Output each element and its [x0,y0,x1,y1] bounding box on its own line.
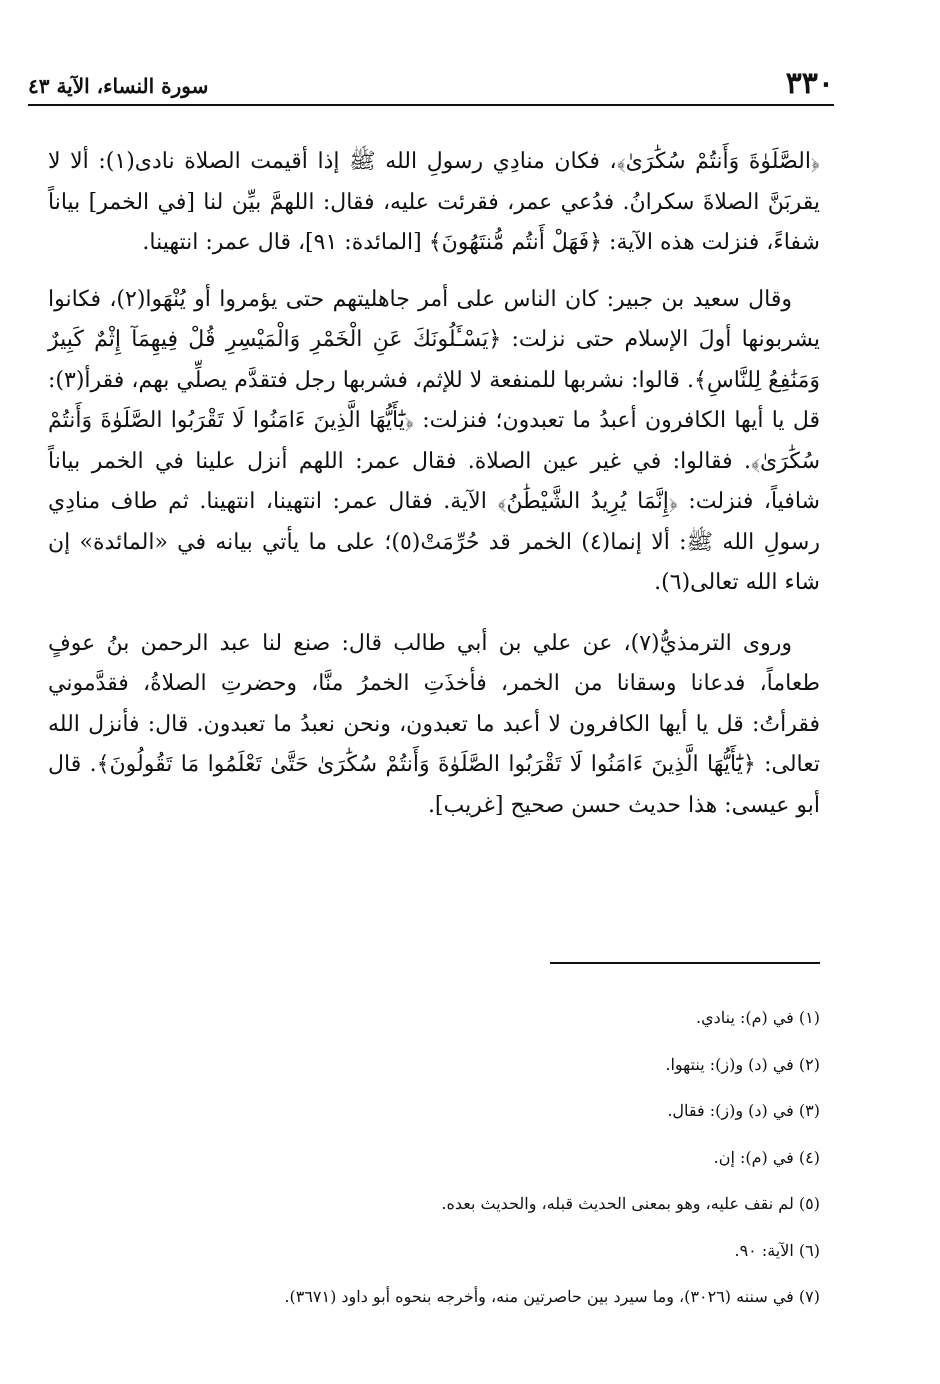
main-text [48,142,820,826]
paragraph [48,624,820,827]
text-line: الله تعالى: ﴿يَٰٓأَيُّهَا الَّذِينَ ءَامَنُوا لَا تَقْرَبُوا الصَّلَوٰةَ وَأَنتُمْ سُكَٰرَىٰ حَتَّىٰ تَعْلَمُوا مَا تَقُولُونَ﴾. [48,711,821,777]
text-line: إِثْمٌ كَبِيرٌ وَمَنَٰفِعُ لِلنَّاسِ﴾. قالوا: نشربها للمنفعة لا للإثم، فشربها رجل فتقدَّم يصلِّي [48,327,820,393]
text-line: وروى الترمذيُّ(٧)، عن علي بن أبي طالب قال: صنع لنا عبد الرحمن بنُ عوفٍ [48,630,793,656]
footnote: (٥) لم نقف عليه، وهو بمعنى الحديث قبله، والحديث بعده. [441,1194,820,1213]
footnote: (٢) في (د) و(ز): ينتهوا. [665,1054,820,1074]
text-line: لا يقربَنَّ الصلاةَ سكرانُ. فدُعي عمر، فقرئت عليه، فقال: اللهمَّ بيِّن لنا [في الخمر] [48,149,820,215]
footnote: (٤) في (م): إن. [713,1147,820,1167]
footnote-separator [550,962,820,964]
footnotes [40,1006,820,1332]
footnote: (٣) في (د) و(ز): فقال. [667,1101,820,1120]
paragraph [48,142,820,264]
text-line: فقرأتُ: قل يا أيها الكافرون لا أعبد ما تعبدون، ونحن نعبدُ ما تعبدون. قال: فأنزل [88,711,820,737]
text-line: بيانه في «المائدة» إن شاء الله تعالى(٦). [48,529,820,595]
text-line: قال أبو عيسى: هذا حديث حسن صحيح [غريب]. [48,752,820,818]
text-line: ﴿الصَّلَوٰةَ وَأَنتُمْ سُكَٰرَىٰ﴾، فكان منادِي رسولِ الله ﷺ إذا أقيمت الصلاة نادى(١): ألا [70,149,820,174]
text-line: طعاماً، فدعانا وسقانا من الخمر، فأخذَتِ الخمرُ منَّا، وحضرتِ الصلاةُ، فقدَّموني [48,671,820,696]
running-title: سورة النساء، الآية ٤٣ [28,74,209,98]
text-line: بياناً شفاءً، فنزلت هذه الآية: ﴿فَهَلْ أَنتُم مُّنتَهُونَ﴾ [المائدة: ٩١]، قال عمر: انتهينا. [48,189,820,255]
text-line: بهم، فقرأ(٣): قل يا أيها الكافرون أعبدُ ما تعبدون؛ فنزلت: ﴿يَٰٓأَيُّهَا الَّذِينَ ءَامَنُوا لَا [48,367,821,433]
footnote: (١) في (م): ينادي. [696,1008,820,1027]
text-line: علينا في الخمر بياناً شافياً، فنزلت: ﴿إِنَّمَا يُرِيدُ الشَّيْطَٰنُ﴾ الآية. فقال عمر: انتهينا، [48,448,820,514]
paragraph [48,280,820,604]
text-line: انتهينا. ثم طاف منادِي رسولِ الله ﷺ: ألا إنما(٤) الخمر قد حُرِّمَتْ(٥)؛ على ما يأتي [48,489,820,555]
footnote: (٦) الآية: ٩٠. [734,1240,820,1260]
page-header [28,66,834,106]
text-line: وقال سعيد بن جبير: كان الناس على أمر جاهليتهم حتى يؤمروا أو يُنْهَوا(٢)، [109,286,792,312]
text-line: فكانوا يشربونها أولَ الإسلام حتى نزلت: ﴿يَسْـَٔلُونَكَ عَنِ الْخَمْرِ وَالْمَيْسِرِ قُلْ فِيهِمَآ [48,286,820,352]
page-number: ٣٣٠ [785,66,834,101]
footnote: (٧) في سننه (٣٠٢٦)، وما سيرد بين حاصرتين منه، وأخرجه بنحوه أبو داود (٣٦٧١). [284,1287,820,1306]
text-line: تَقْرَبُوا الصَّلَوٰةَ وَأَنتُمْ سُكَٰرَىٰ﴾. فقالوا: في غير عين الصلاة. فقال عمر: اللهم أنزل [48,408,821,474]
